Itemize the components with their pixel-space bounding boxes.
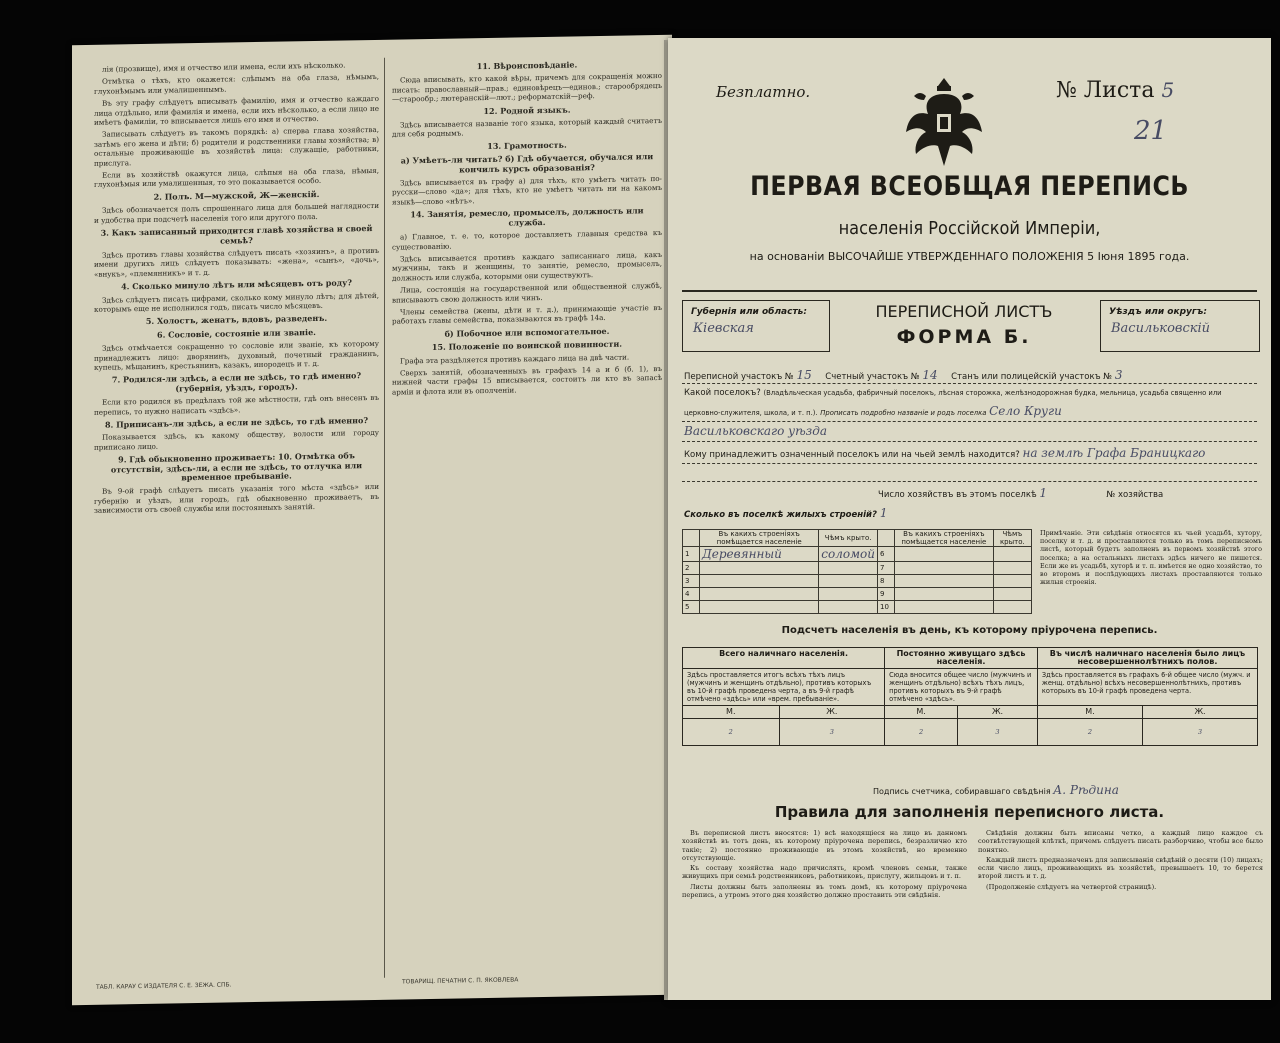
dwellings-table-cell: 3 <box>683 575 700 588</box>
enumerator-signature-value: А. Рѣдина <box>1053 783 1119 797</box>
rules-column-b <box>978 829 1263 893</box>
left-page <box>72 35 672 1005</box>
dwellings-table-header <box>683 530 1032 547</box>
form-title: ФОРМА Б. <box>896 326 1032 348</box>
paragraph: Отмѣтка о тѣхъ, кто окажется: слѣпымъ на оба глаза, нѣмымъ, глухонѣмымъ или умалишеннымъ. <box>94 72 379 96</box>
census-district-row <box>684 368 1122 382</box>
dwellings-table-row <box>683 575 1032 588</box>
settlement-value: Село Круги <box>989 404 1062 418</box>
row-rule <box>682 383 1257 384</box>
counting-district-label: Счетный участокъ № <box>825 372 920 382</box>
province-value: Кіевская <box>693 321 754 336</box>
dwellings-table-cell: 5 <box>683 601 700 614</box>
settlement-hint: Прописать подробно названіе и родъ поселка <box>820 409 987 417</box>
left-page-column-a <box>94 60 379 519</box>
settlement-label: Какой поселокъ? <box>684 388 761 398</box>
paragraph: Здѣсь слѣдуетъ писать цифрами, сколько кому минуло лѣтъ; для дѣтей, которымъ еще не исполнился годъ, писать число мѣсяцевъ. <box>94 290 379 314</box>
dwellings-table-cell <box>993 601 1031 614</box>
rules-paragraph: Свѣдѣнія должны быть вписаны четко, а каждый лицо каждое съ соотвѣтствующей клѣткѣ, причемъ слѣдуетъ писать разборчиво, чтобы все было понятно. <box>978 829 1263 854</box>
household-number-label: № хозяйства <box>1106 490 1164 500</box>
dwellings-table-cell <box>993 547 1031 562</box>
row-rule <box>682 463 1257 464</box>
paragraph: Сверхъ занятій, обозначенныхъ въ графахъ 14 а и б (б. 1), въ нижней части графы 15 вписывается, состоитъ ли кто въ запасѣ арміи и флота или въ ополченіи. <box>392 363 662 397</box>
settlement-row-3 <box>684 424 827 438</box>
census-district-value: 15 <box>796 368 812 382</box>
section-heading: 8. Приписанъ-ли здѣсь, а если не здѣсь, то гдѣ именно? <box>104 415 369 430</box>
section-heading: 14. Занятія, ремесло, промыселъ, должность или служба. <box>410 205 644 228</box>
dwellings-table-cell <box>993 562 1031 575</box>
pop-sex-label: Ж. <box>1143 706 1258 719</box>
pop-count-value: 3 <box>779 719 885 746</box>
pop-sex-label: М. <box>683 706 780 719</box>
dwellings-table-cell: 4 <box>683 588 700 601</box>
rules-paragraph: Листы должны быть заполнены въ томъ домѣ, къ которому пріурочена перепись, а утромъ этого дня хозяйство должно проставить эти свѣдѣнія. <box>682 882 967 900</box>
dwellings-table-cell: Деревянный <box>700 547 819 562</box>
dwellings-col-roof: Чѣмъ крыто. <box>819 530 878 547</box>
dwellings-table-cell <box>700 575 819 588</box>
rules-paragraph: (Продолженіе слѣдуетъ на четвертой страницѣ). <box>986 882 1157 891</box>
sheet-number-handwritten: 5 <box>1161 78 1175 102</box>
dwellings-table-cell <box>700 588 819 601</box>
paragraph: Сюда вписывать, кто какой вѣры, причемъ для сокращенія можно писать: православный—прав.; единовѣрецъ—единов.; старообрядецъ—старообр.; лютеранскій—лют.; реформатскій—реф. <box>392 71 662 104</box>
pop-count-value: 3 <box>958 719 1038 746</box>
dwellings-table-cell <box>993 575 1031 588</box>
dwellings-table-cell: 1 <box>683 547 700 562</box>
pop-sex-label: М. <box>1037 706 1142 719</box>
dwellings-table-row <box>683 601 1032 614</box>
dwellings-label: Сколько въ поселкѣ жилыхъ строеній? <box>684 510 877 520</box>
paragraph: Лица, состоящія на государственной или общественной службѣ, вписываютъ свою должность или чинъ. <box>392 281 662 305</box>
legal-basis: на основаніи ВЫСОЧАЙШЕ УТВЕРЖДЕННАГО ПОЛОЖЕНІЯ 5 Іюня 1895 года. <box>749 250 1190 263</box>
dwellings-table-cell: 8 <box>878 575 895 588</box>
dwellings-value: 1 <box>879 506 888 520</box>
dwellings-table-cell <box>895 575 994 588</box>
dwellings-table-cell <box>895 547 994 562</box>
dwellings-note: Примѣчаніе. Эти свѣдѣнія относятся къ чьей усадьбѣ, хутору, поселку и т. д. и проставляются только въ томъ переписномъ листѣ, который будетъ заполненъ въ первомъ хозяйствѣ этого поселка; а на остальныхъ листахъ здѣсь ничего не пишется. Если же въ усадьбѣ, хуторѣ и т. п. имѣется не одно хозяйство, то во второмъ и послѣдующихъ листахъ проставляются только жилыя строенія. <box>1040 529 1262 587</box>
dwellings-row <box>684 506 888 520</box>
dwellings-table-cell <box>895 588 994 601</box>
double-headed-eagle-emblem <box>904 74 984 172</box>
section-heading: б) Побочное или вспомогательное. <box>444 325 610 339</box>
paragraph: Члены семейства (жены, дѣти и т. д.), принимающіе участіе въ работахъ главы семейства, показываются въ графѣ 14а. <box>392 302 662 326</box>
dwellings-table-cell: 9 <box>878 588 895 601</box>
census-district-label: Переписной участокъ № <box>684 372 794 382</box>
paragraph: а) Главное, т. е. то, которое доставляетъ главныя средства къ существованію. <box>392 228 662 252</box>
paragraph: Если въ хозяйствѣ окажутся лица, слѣпыя на оба глаза, нѣмыя, глухонѣмыя или умалишенныя, то это показывается особо. <box>94 165 379 190</box>
paragraph: Въ 9-ой графѣ слѣдуетъ писать указанія того мѣста «здѣсь» или губернію и уѣздъ, или городъ, гдѣ обыкновенно проживаетъ, въ зависимости отъ своей службы или постоянныхъ занятій. <box>94 482 379 516</box>
households-label: Число хозяйствъ въ этомъ поселкѣ <box>878 490 1037 500</box>
pop-sex-label: Ж. <box>779 706 885 719</box>
sheet-number-field <box>1056 78 1174 103</box>
row-rule <box>682 481 1257 482</box>
district-label: Уѣздъ или округъ: <box>1109 307 1207 317</box>
left-page-footer-left: ТАБЛ. КАРАУ С ИЗДАТЕЛЯ С. Е. ЗЕЖА. СПБ. <box>96 981 232 991</box>
dwellings-table-cell <box>819 588 878 601</box>
pop-count-value: 2 <box>683 719 780 746</box>
dwellings-table-cell <box>700 601 819 614</box>
paragraph: Здѣсь вписывается противъ каждаго записаннаго лица, какъ мужчины, такъ и женщины, то занятіе, ремесло, промыселъ, должность или служба, которыми они существуютъ. <box>392 249 662 283</box>
paragraph: лія (прозвище), имя и отчество или имена, если ихъ нѣсколько. <box>102 60 346 74</box>
population-count-heading: Подсчетъ населенія въ день, къ которому пріурочена перепись. <box>781 625 1158 636</box>
owner-label: Кому принадлежитъ означенный поселокъ или на чьей землѣ находится? <box>684 450 1020 460</box>
district-box <box>1100 300 1260 352</box>
population-count-table <box>682 647 1258 746</box>
section-heading: 6. Сословіе, состояніе или званіе. <box>157 326 316 340</box>
pop-col-title-2: Постоянно живущаго здѣсь населенія. <box>885 648 1038 669</box>
row-rule <box>682 421 1257 422</box>
section-heading: 12. Родной языкъ. <box>483 104 571 116</box>
left-page-footer-right: ТОВАРИЩ. ПЕЧАТНИ С. П. ЯКОВЛЕВА <box>402 976 519 986</box>
households-value: 1 <box>1039 486 1048 500</box>
district-value: Васильковскій <box>1111 321 1211 336</box>
dwellings-table-cell: 6 <box>878 547 895 562</box>
section-heading: а) Умѣетъ-ли читать? б) Гдѣ обучается, обучался или кончилъ курсъ образованія? <box>400 151 654 175</box>
paragraph: Здѣсь обозначается полъ спрошеннаго лица для большей наглядности и удобства при подсчетѣ населенія того или другого пола. <box>94 201 379 225</box>
paragraph: Здѣсь противъ главы хозяйства слѣдуетъ писать «хозяинъ», а противъ имени другихъ лицъ слѣдуетъ показывать: «жена», «сынъ», «дочь», «внукъ», «племянникъ» и т. д. <box>94 245 379 279</box>
section-heading: 3. Какъ записанный приходится главѣ хозяйства и своей семьѣ? <box>100 223 373 246</box>
census-subtitle: населенія Россійской Имперіи, <box>838 218 1101 239</box>
counting-district-value: 14 <box>922 368 938 382</box>
dwellings-table-cell: 10 <box>878 601 895 614</box>
province-label: Губернія или область: <box>691 307 807 317</box>
pop-sex-label: М. <box>885 706 958 719</box>
dwellings-table-cell <box>819 601 878 614</box>
census-sheet-title: ПЕРЕПИСНОЙ ЛИСТЪ <box>875 302 1053 321</box>
owner-row <box>684 446 1205 460</box>
households-row <box>878 486 1163 500</box>
dwellings-table-cell <box>819 562 878 575</box>
free-label: Безплатно. <box>716 83 811 101</box>
pop-sex-label: Ж. <box>958 706 1038 719</box>
enumerator-signature-row <box>873 783 1119 797</box>
settlement-note: (Владѣльческая усадьба, фабричный поселокъ, лѣсная сторожка, желѣзнодорожная будка, мельница, усадьба священно или <box>763 389 1222 397</box>
sheet-handwritten-mark: 21 <box>1134 116 1168 146</box>
paragraph: Здѣсь вписывается названіе того языка, который каждый считаетъ для себя роднымъ. <box>392 115 662 140</box>
settlement-note-2: церковно-служителя, школа, и т. п.). <box>684 409 818 417</box>
paragraph: Показывается здѣсь, къ какому обществу, волости или городу приписано лицо. <box>94 428 379 452</box>
left-page-column-b <box>392 55 662 400</box>
dwellings-table-row <box>683 547 1032 562</box>
census-title: ПЕРВАЯ ВСЕОБЩАЯ ПЕРЕПИСЬ <box>750 171 1189 202</box>
pop-col-title-1: Всего наличнаго населенія. <box>683 648 885 669</box>
rules-column-a <box>682 829 967 901</box>
section-heading: 5. Холостъ, женатъ, вдовъ, разведенъ. <box>145 313 328 327</box>
settlement-row-2 <box>684 404 1062 418</box>
pop-col-title-3: Въ числѣ наличнаго населенія было лицъ несовершеннолѣтнихъ полов. <box>1037 648 1257 669</box>
dwellings-table-cell: соломой <box>819 547 878 562</box>
dwellings-table-cell <box>895 562 994 575</box>
section-heading: 7. Родился-ли здѣсь, а если не здѣсь, то гдѣ именно? (губернія, уѣздъ, городъ). <box>111 370 362 394</box>
section-heading: 4. Сколько минуло лѣтъ или мѣсяцевъ отъ роду? <box>121 277 352 292</box>
dwellings-table-cell <box>700 562 819 575</box>
pop-count-value: 2 <box>1037 719 1142 746</box>
paragraph: Графа эта раздѣляется противъ каждаго лица на двѣ части. <box>400 352 630 366</box>
column-divider <box>384 58 385 978</box>
paragraph: Здѣсь отмѣчается сокращенно то сословіе или званіе, къ которому принадлежитъ лицо: дворянинъ, духовный, почетный гражданинъ, купецъ, мѣщанинъ, крестьянинъ, казакъ, инородецъ и т. д. <box>94 339 379 372</box>
pop-col-text-1: Здѣсь проставляется итогъ всѣхъ тѣхъ лицъ (мужчинъ и женщинъ отдѣльно), противъ которыхъ въ 10-й графѣ проведена черта, а въ 9-й графѣ отмѣчено «здѣсь» или «врем. пребываніе». <box>683 669 885 706</box>
dwellings-table-cell <box>819 575 878 588</box>
province-box <box>682 300 830 352</box>
rules-paragraph: Къ составу хозяйства надо причислять, кромѣ членовъ семьи, также живущихъ при семьѣ родственниковъ, работниковъ, прислугу, жильцовъ и т. п. <box>682 864 967 881</box>
header-rule <box>682 290 1257 292</box>
pop-count-value: 3 <box>1143 719 1258 746</box>
paragraph: Въ эту графу слѣдуетъ вписывать фамилію, имя и отчество каждаго лица отдѣльно, или фамилія и имена, если ихъ нѣсколько, а если лицо не имѣетъ фамиліи, то вписывается лишь его имя и отчество. <box>94 94 379 127</box>
dwellings-table-cell <box>993 588 1031 601</box>
dwellings-table-row <box>683 588 1032 601</box>
paragraph: Если кто родился въ предѣлахъ той же мѣстности, гдѣ онъ внесенъ въ перепись, то нужно написать «здѣсь». <box>94 393 379 417</box>
section-heading: 2. Полъ. М—мужской, Ж—женскій. <box>153 188 320 202</box>
settlement-row <box>684 388 1222 398</box>
section-heading: 13. Грамотность. <box>487 139 567 151</box>
dwellings-table-cell: 2 <box>683 562 700 575</box>
dwellings-table-cell: 7 <box>878 562 895 575</box>
rules-paragraph: Каждый листъ предназначенъ для записыванія свѣдѣній о десяти (10) лицахъ; если число лицъ, проживающихъ въ хозяйствѣ, превышаетъ 10, то берется второй листъ и т. д. <box>978 855 1263 881</box>
enumerator-signature-label: Подпись счетчика, собиравшаго свѣдѣнія <box>873 787 1051 796</box>
section-heading: 9. Гдѣ обыкновенно проживаетъ: 10. Отмѣтка объ отсутствіи, здѣсь-ли, а если не здѣсь, то отлучка или временное пребываніе. <box>110 450 363 483</box>
rules-paragraph: Въ переписной листъ вносятся: 1) всѣ находящіеся на лицо въ данномъ хозяйствѣ въ тотъ день, къ которому пріурочена перепись, безразлично кто такіе; 2) постоянно проживающіе въ этомъ хозяйствѣ, но временно отсутствующіе. <box>682 829 967 862</box>
dwellings-col-type: Въ какихъ строеніяхъ помѣщается населеніе <box>700 530 819 547</box>
rules-title: Правила для заполненія переписного листа. <box>774 803 1165 821</box>
section-heading: 15. Положеніе по воинской повинности. <box>431 338 623 353</box>
dwellings-table <box>682 529 1032 614</box>
dwellings-col-type-2: Въ какихъ строеніяхъ помѣщается населеніе <box>895 530 994 547</box>
right-page <box>668 38 1271 1000</box>
dwellings-table-row <box>683 562 1032 575</box>
dwellings-table-cell <box>895 601 994 614</box>
paragraph: Записывать слѣдуетъ въ такомъ порядкѣ: а) сперва глава хозяйства, затѣмъ его жена и дѣти; б) родители и родственники главы хозяйства; в) остальные проживающіе въ хозяйствѣ лица: служащіе, работники, прислуга. <box>94 125 379 168</box>
owner-value: на землѣ Графа Браницкаго <box>1022 446 1206 460</box>
row-rule <box>682 441 1257 442</box>
settlement-value-2: Васильковскаго уѣзда <box>684 424 827 438</box>
pop-col-text-2: Сюда вносится общее число (мужчинъ и женщинъ отдѣльно) всѣхъ тѣхъ лицъ, противъ которыхъ въ 9-й графѣ отмѣчено «здѣсь». <box>885 669 1038 706</box>
police-district-label: Станъ или полицейскій участокъ № <box>951 372 1113 382</box>
paragraph: Здѣсь вписывается въ графу а) для тѣхъ, кто умѣетъ читать по-русски—слово «да»; для тѣхъ, кто не умѣетъ читать ни на какомъ языкѣ—слово «нѣтъ». <box>392 174 662 207</box>
dwellings-col-roof-2: Чѣмъ крыто. <box>993 530 1031 547</box>
pop-count-value: 2 <box>885 719 958 746</box>
police-district-value: 3 <box>1114 368 1123 382</box>
sheet-number-label: № Листа <box>1056 78 1155 103</box>
section-heading: 11. Вѣроисповѣданіе. <box>476 59 578 72</box>
pop-col-text-3: Здѣсь проставляется въ графахъ 6-й общее число (мужч. и женщ. отдѣльно) всѣхъ несовершеннолѣтнихъ, противъ которыхъ въ 10-й графѣ проведена черта. <box>1037 669 1257 706</box>
